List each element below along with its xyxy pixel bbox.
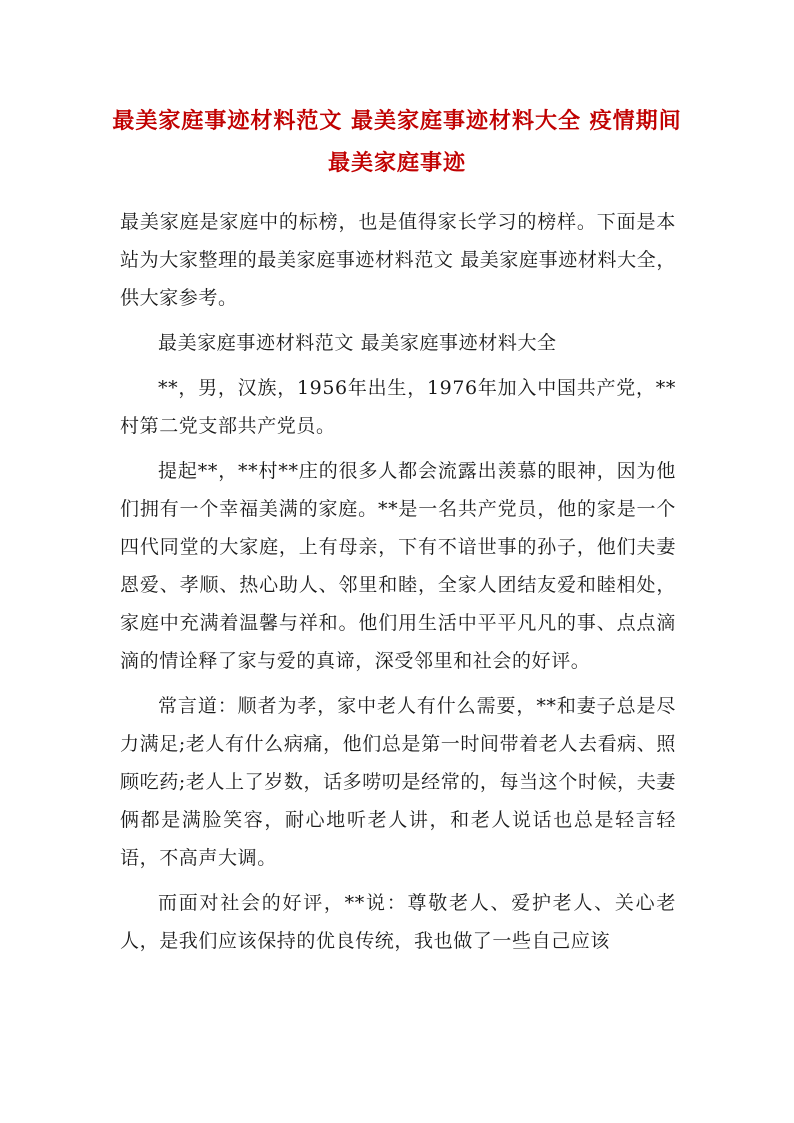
document-title: 最美家庭事迹材料范文 最美家庭事迹材料大全 疫情期间最美家庭事迹 — [112, 108, 682, 176]
family-paragraph: 提起**，**村**庄的很多人都会流露出羡慕的眼神，因为他们拥有一个幸福美满的家庭。**是一名共产党员，他的家是一个四代同堂的大家庭，上有母亲，下有不谙世事的孙子，他们夫妻恩爱、孝顺、热心助人、邻里和睦，全家人团结友爱和睦相处，家庭中充满着温馨与祥和。他们用生活中平平凡凡的事、点点滴滴的情诠释了家与爱的真谛，深受邻里和社会的好评。 — [120, 460, 676, 672]
social-praise-paragraph: 而面对社会的好评，**说：尊敬老人、爱护老人、关心老人，是我们应该保持的优良传统，我也做了一些自己应该 — [120, 892, 676, 952]
subheading-paragraph: 最美家庭事迹材料范文 最美家庭事迹材料大全 — [158, 332, 557, 354]
document-body — [120, 203, 676, 967]
filial-piety-paragraph: 常言道：顺者为孝，家中老人有什么需要，**和妻子总是尽力满足;老人有什么病痛，他们总是第一时间带着老人去看病、照顾吃药;老人上了岁数，话多唠叨是经常的，每当这个时候，夫妻俩都是满脸笑容，耐心地听老人讲，和老人说话也总是轻言轻语，不高声大调。 — [120, 695, 676, 869]
profile-paragraph: **，男，汉族，1956年出生，1976年加入中国共产党，**村第二党支部共产党员。 — [120, 377, 676, 437]
intro-paragraph: 最美家庭是家庭中的标榜，也是值得家长学习的榜样。下面是本站为大家整理的最美家庭事迹材料范文 最美家庭事迹材料大全，供大家参考。 — [120, 211, 676, 309]
